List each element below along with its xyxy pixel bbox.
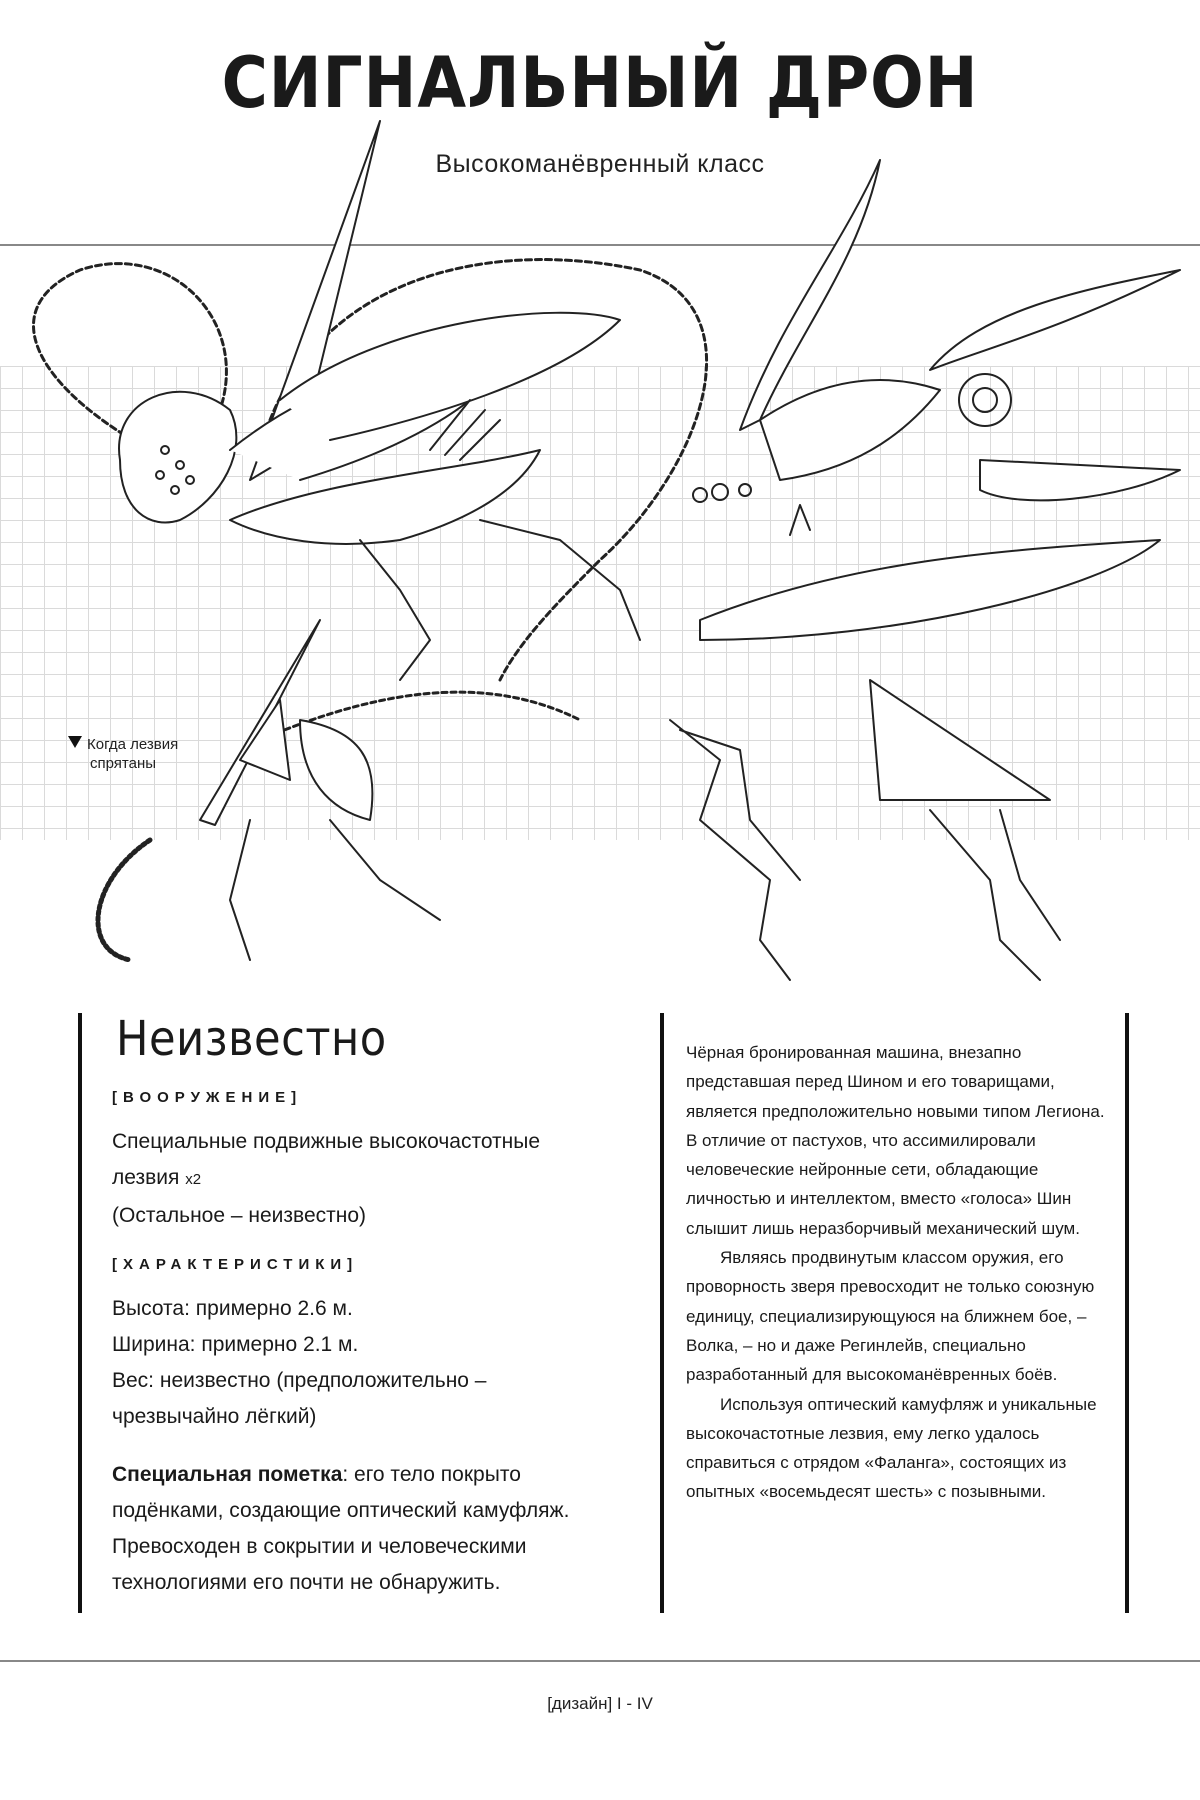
- characteristics-heading: [ХАРАКТЕРИСТИКИ]: [112, 1256, 359, 1273]
- illustration-caption: Когда лезвия спрятаны: [68, 735, 178, 773]
- specs-panel: [110, 1011, 630, 1623]
- page-title: СИГНАЛЬНЫЙ ДРОН: [221, 42, 979, 124]
- description-paragraph-3: Используя оптический камуфляж и уникальные высокочастотные лезвия, ему легко удалось справиться с отрядом «Фаланга», состоящих из опытных «восемьдесят шесть» с позывными.: [686, 1394, 1097, 1502]
- right-panel-bar: [1125, 1013, 1129, 1613]
- center-panel-bar: [660, 1013, 664, 1613]
- description-panel: [686, 1038, 1106, 1507]
- drone-main-sketch: [33, 121, 706, 680]
- description-paragraph-2: Являясь продвинутым классом оружия, его проворность зверя превосходит не только союзную единицу, специализирующуюся на ближнем бое, – Волка, – но и даже Регинлейв, специально разработанный для высокоманёвренных боёв.: [686, 1248, 1095, 1385]
- description-paragraph-1: Чёрная бронированная машина, внезапно представшая перед Шином и его товарищами, является предположительно новыми типом Легиона. В отличие от пастухов, что ассимилировали человеческие нейронные сети, обладающие личностью и интеллектом, вместо «голоса» Шин слышит лишь неразборчивый механический шум.: [686, 1043, 1105, 1238]
- drone-folded-sketch: [98, 620, 580, 960]
- blade-detail-sketch: [693, 160, 1180, 640]
- leg-detail-sketch: [670, 680, 1060, 980]
- page-subtitle: Высокоманёвренный класс: [435, 150, 765, 178]
- special-note: Специальная пометка: его тело покрыто подёнками, создающие оптический камуфляж. Превосходен в сокрытии и человеческими технологиями его почти не обнаружить.: [112, 1463, 570, 1594]
- drone-illustration: [0, 120, 1200, 1020]
- page-footer: [дизайн] I - IV: [547, 1694, 653, 1713]
- bottom-divider: [0, 1660, 1200, 1662]
- armament-heading: [ВООРУЖЕНИЕ]: [112, 1089, 303, 1106]
- armament-text: Специальные подвижные высокочастотные лезвия x2 (Остальное – неизвестно): [112, 1130, 541, 1227]
- left-panel-bar: [78, 1013, 82, 1613]
- characteristics-text: Высота: примерно 2.6 м. Ширина: примерно 2.1 м. Вес: неизвестно (предположительно – чрезвычайно лёгкий): [112, 1297, 487, 1428]
- triangle-down-icon: [68, 736, 82, 748]
- unit-name: Неизвестно: [116, 1011, 387, 1067]
